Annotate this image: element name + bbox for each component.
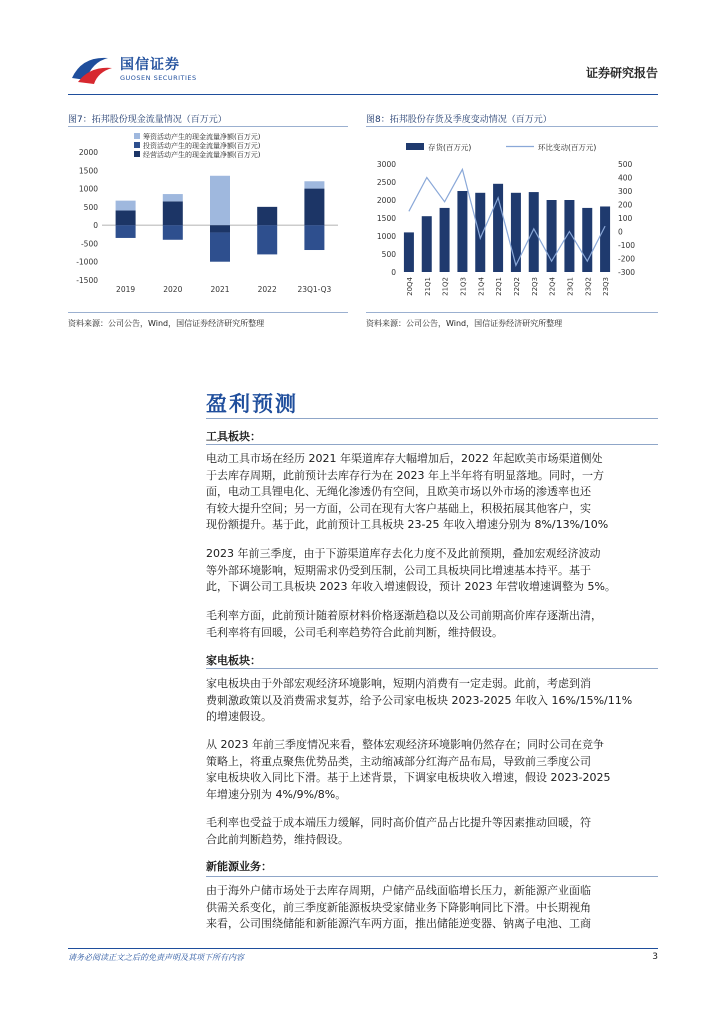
legend-swatch: [134, 151, 140, 157]
x-tick-label: 2022: [257, 285, 277, 294]
x-tick-label: 22Q2: [512, 277, 521, 296]
bar-inventory: [457, 191, 467, 272]
paragraph-line: 现份额提升。基于此，此前预计工具板块 23-25 年收入增速分别为 8%/13%/10%: [206, 518, 609, 531]
appliance-heading: 家电板块：: [206, 654, 261, 667]
legend-label: 筹资活动产生的现金流量净额(百万元): [143, 133, 261, 141]
paragraph-line: 此，下调公司工具板块 2023 年收入增速假设，预计 2023 年营收增速调整为 5%。: [206, 580, 616, 593]
paragraph-line: 策略上，将重点聚焦优势品类，主动缩减部分红海产品布局，导致前三季度公司: [206, 754, 591, 768]
bar-operating: [163, 201, 183, 225]
bar-inventory: [422, 216, 432, 272]
paragraph-line: 面，电动工具锂电化、无绳化渗透仍有空间，且欧美市场以外市场的渗透率也还: [206, 485, 591, 498]
bar-investing: [163, 225, 183, 240]
legend-swatch-inventory: [406, 143, 424, 150]
y-tick-label: -1000: [76, 257, 98, 267]
paragraph-line: 供需关系变化，前三季度新能源板块受家储业务下降影响同比下滑。中长期视角: [206, 900, 591, 914]
cashflow-chart: [68, 130, 348, 310]
bar-investing: [210, 232, 230, 261]
y-tick-label: 0: [93, 221, 98, 231]
paragraph-line: 由于海外户储市场处于去库存周期，户储产品线面临增长压力，新能源产业面临: [206, 884, 591, 897]
x-tick-label: 23Q1: [566, 277, 575, 296]
x-tick-label: 23Q1-Q3: [297, 285, 332, 294]
logo-text: 国信证券: [120, 57, 180, 73]
report-header: [68, 52, 658, 92]
tools-rule: [206, 444, 658, 445]
y-right-tick-label: -200: [618, 254, 636, 264]
figure-8-title: 图8：拓邦股份存货及季度变动情况（百万元）: [366, 115, 552, 125]
bar-inventory: [600, 206, 610, 272]
paragraph-line: 合此前判断趋势，维持假设。: [206, 832, 349, 846]
y-left-tick-label: 1000: [376, 232, 396, 241]
inventory-chart: [366, 130, 658, 310]
bar-operating: [116, 211, 136, 226]
legend-swatch: [134, 142, 140, 148]
x-tick-label: 22Q1: [495, 277, 504, 296]
y-tick-label: 1000: [78, 184, 98, 194]
bar-investing: [304, 225, 324, 250]
guosen-logo-icon: [68, 52, 114, 86]
paragraph-line: 年增速分别为 4%/9%/8%。: [206, 787, 347, 801]
bar-financing: [210, 176, 230, 225]
bar-financing: [116, 201, 136, 211]
paragraph-line: 费刺激政策以及消费需求复苏，给予公司家电板块 2023-2025 年收入 16%/15%/11%: [206, 693, 633, 707]
legend-label: 投资活动产生的现金流量净额(百万元): [143, 142, 261, 150]
appliance-paragraph-3: [206, 815, 658, 848]
y-right-tick-label: 0: [618, 227, 623, 237]
y-left-tick-label: 1500: [376, 214, 396, 223]
x-tick-label: 22Q3: [530, 277, 539, 296]
paragraph-line: 来看，公司围绕储能和新能源汽车两方面，推出储能逆变器、钠离子电池、工商: [206, 917, 591, 930]
x-tick-label: 2019: [116, 285, 136, 294]
line-qoq-change: [409, 169, 605, 265]
appliance-rule: [206, 668, 658, 669]
y-left-tick-label: 2500: [376, 178, 396, 187]
paragraph-line: 家电板块由于外部宏观经济环境影响，短期内消费有一定走弱。此前，考虑到消: [206, 677, 591, 690]
figure-8-source: 资料来源：公司公告，Wind，国信证券经济研究所整理: [366, 319, 563, 328]
y-right-tick-label: 100: [618, 214, 633, 223]
bar-inventory: [511, 193, 521, 272]
paragraph-line: 从 2023 年前三季度情况来看，整体宏观经济环境影响仍然存在；同时公司在竞争: [206, 738, 604, 751]
paragraph-line: 电动工具市场在经历 2021 年渠道库存大幅增加后，2022 年起欧美市场渠道侧处: [206, 452, 603, 465]
legend-label-qoq: 环比变动(百万元): [538, 143, 597, 152]
x-tick-label: 21Q4: [477, 277, 486, 296]
figure-7-rule: [68, 126, 348, 127]
section-title: 盈利预测: [206, 392, 298, 416]
bar-inventory: [564, 200, 574, 272]
y-tick-label: -1500: [76, 276, 98, 285]
bar-inventory: [475, 193, 485, 272]
header-divider: [68, 94, 658, 95]
bar-operating: [304, 189, 324, 226]
figure-7-title: 图7：拓邦股份现金流量情况（百万元）: [68, 115, 227, 125]
x-tick-label: 21Q1: [423, 277, 432, 296]
bar-investing: [257, 225, 277, 254]
page-number: 3: [652, 952, 658, 962]
y-right-tick-label: 500: [618, 160, 633, 169]
paragraph-line: 毛利率方面，此前预计随着原材料价格逐渐趋稳以及公司前期高价库存逐渐出清，: [206, 609, 602, 622]
x-tick-label: 2020: [163, 285, 183, 294]
y-right-tick-label: 300: [618, 187, 633, 196]
newenergy-heading: 新能源业务：: [206, 860, 272, 873]
bar-inventory: [529, 192, 539, 272]
x-tick-label: 2021: [210, 285, 230, 294]
y-left-tick-label: 3000: [376, 160, 396, 169]
x-tick-label: 21Q2: [441, 277, 450, 296]
figure-7-bottom-rule: [68, 312, 348, 313]
bar-operating: [257, 207, 277, 225]
y-tick-label: 2000: [78, 148, 98, 157]
disclaimer-note: 请务必阅读正文之后的免责声明及其项下所有内容: [68, 953, 244, 962]
logo-subtext: GUOSEN SECURITIES: [120, 74, 197, 82]
y-tick-label: 1500: [78, 166, 98, 176]
y-right-tick-label: -300: [618, 268, 636, 277]
newenergy-paragraph-1: [206, 883, 658, 933]
newenergy-rule: [206, 876, 658, 877]
x-tick-label: 21Q3: [459, 277, 468, 296]
paragraph-line: 有较大提升空间；另一方面，公司在现有大客户基础上，积极拓展其他客户，实: [206, 501, 591, 515]
tools-heading: 工具板块：: [206, 430, 261, 443]
paragraph-line: 毛利率将有回暖，公司毛利率趋势符合此前判断，维持假设。: [206, 625, 503, 639]
figure-8-rule: [366, 126, 658, 127]
appliance-paragraph-2: [206, 737, 658, 803]
paragraph-line: 毛利率也受益于成本端压力缓解，同时高价值产品占比提升等因素推动回暖，符: [206, 816, 591, 829]
bar-financing: [163, 194, 183, 201]
y-right-tick-label: 200: [618, 200, 633, 210]
x-tick-label: 20Q4: [405, 277, 414, 296]
bar-inventory: [440, 208, 450, 272]
tools-paragraph-2: [206, 546, 658, 596]
appliance-paragraph-1: [206, 676, 658, 726]
tools-paragraph-3: [206, 608, 658, 641]
y-right-tick-label: -100: [618, 241, 636, 250]
bar-investing: [116, 225, 136, 238]
legend-swatch: [134, 133, 140, 139]
legend-label-inventory: 存货(百万元): [428, 143, 472, 152]
paragraph-line: 家电板块收入同比下滑。基于上述背景，下调家电板块收入增速，假设 2023-2025: [206, 771, 611, 784]
paragraph-line: 2023 年前三季度，由于下游渠道库存去化力度不及此前预期，叠加宏观经济波动: [206, 547, 601, 560]
paragraph-line: 于去库存周期，此前预计去库存行为在 2023 年上半年将有明显落地。同时，一方: [206, 468, 604, 482]
y-left-tick-label: 0: [391, 268, 396, 277]
y-left-tick-label: 2000: [376, 196, 396, 205]
bar-inventory: [404, 232, 414, 272]
x-tick-label: 23Q2: [584, 277, 593, 296]
y-left-tick-label: 500: [381, 250, 396, 259]
legend-label: 经营活动产生的现金流量净额(百万元): [143, 151, 261, 159]
figure-7-source: 资料来源：公司公告，Wind，国信证券经济研究所整理: [68, 319, 265, 328]
y-right-tick-label: 400: [618, 173, 633, 183]
bar-financing: [304, 181, 324, 188]
y-tick-label: 500: [83, 202, 98, 212]
x-tick-label: 23Q3: [602, 277, 611, 296]
tools-paragraph-1: [206, 451, 658, 534]
section-rule: [206, 418, 658, 419]
paragraph-line: 等外部环境影响，短期需求仍受到压制，公司工具板块同比增速基本持平。基于: [206, 563, 591, 577]
figure-8-bottom-rule: [366, 312, 658, 313]
y-tick-label: -500: [80, 239, 98, 249]
x-tick-label: 22Q4: [548, 277, 557, 296]
bar-inventory: [582, 208, 592, 272]
report-type: 证券研究报告: [585, 66, 658, 80]
paragraph-line: 的增速假设。: [206, 710, 272, 723]
footer-divider: [68, 948, 658, 949]
bar-operating: [210, 225, 230, 232]
